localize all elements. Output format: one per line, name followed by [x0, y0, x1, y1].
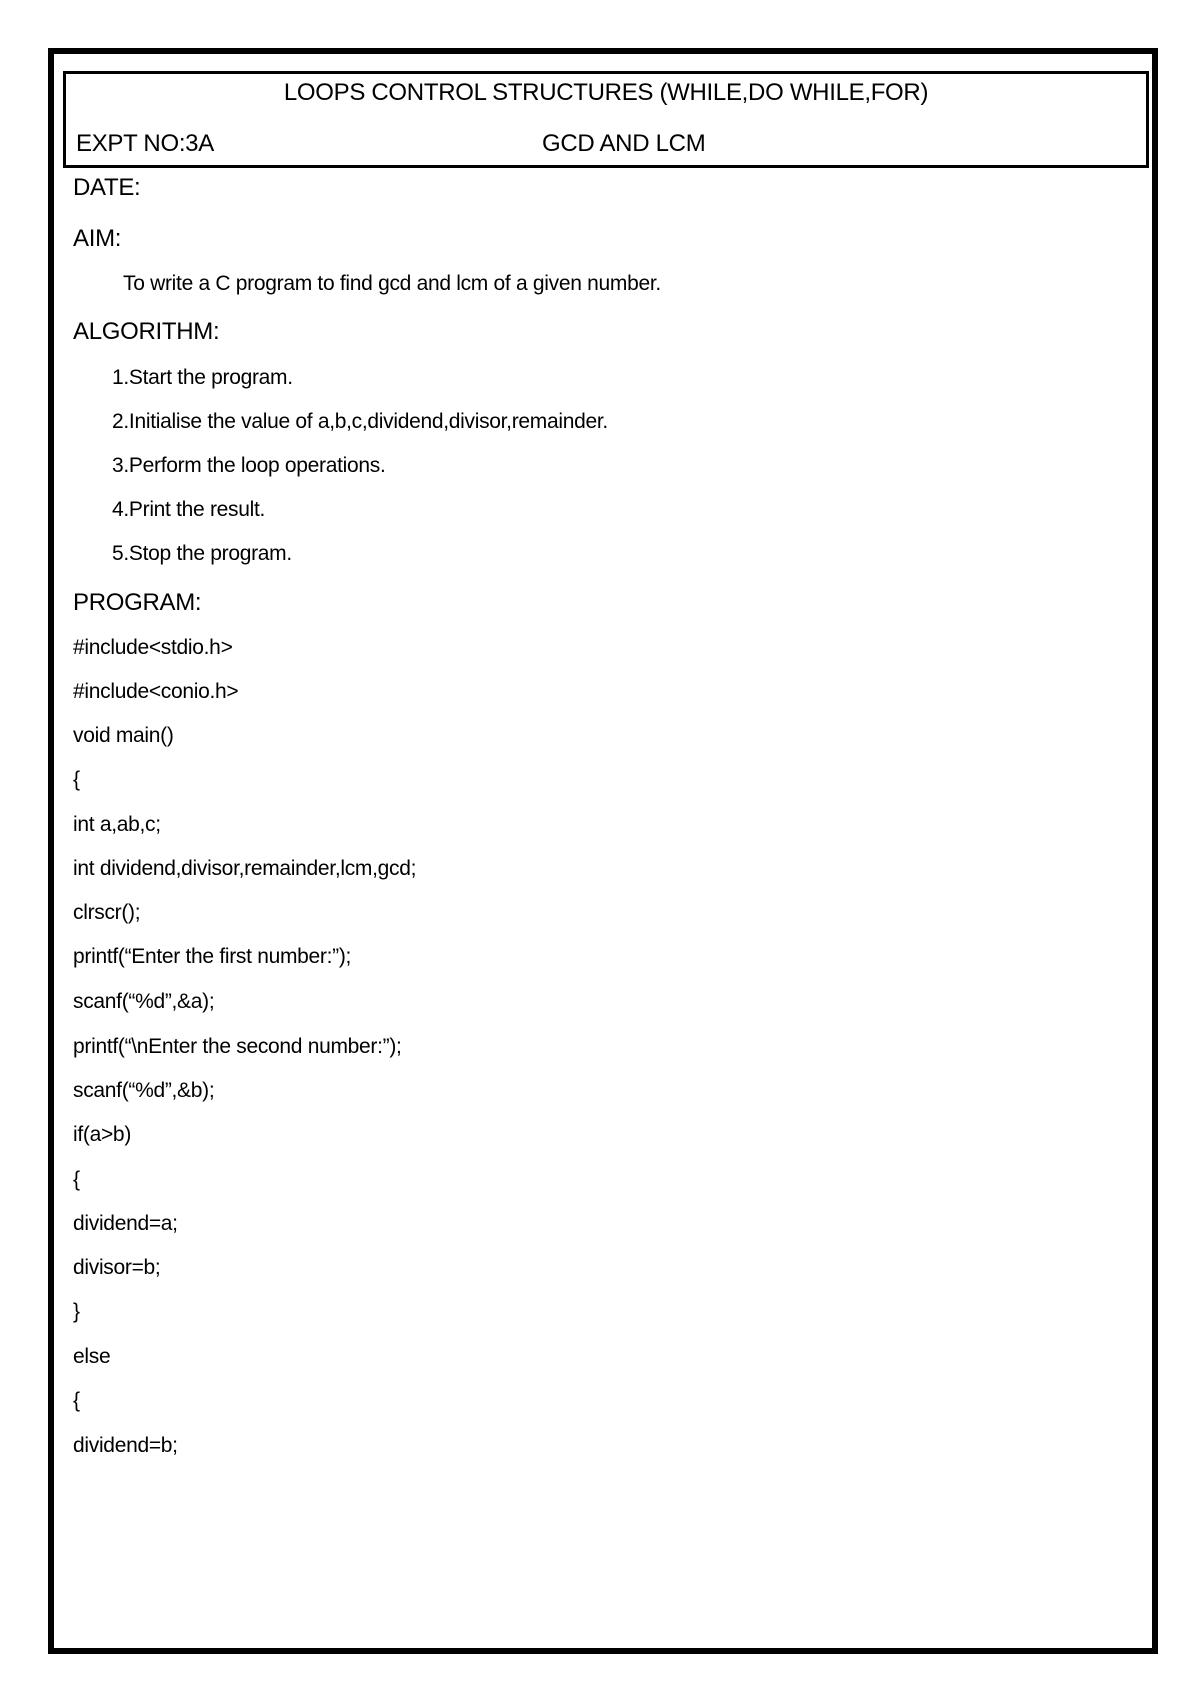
code-line: if(a>b) [73, 1123, 132, 1146]
code-line: clrscr(); [73, 901, 141, 924]
code-line: divisor=b; [73, 1256, 161, 1279]
algorithm-step: 3.Perform the loop operations. [112, 454, 386, 477]
algorithm-step: 4.Print the result. [112, 498, 266, 521]
code-line: scanf(“%d”,&b); [73, 1079, 215, 1102]
experiment-header [63, 71, 1149, 168]
code-line: #include<stdio.h> [73, 636, 233, 659]
aim-text: To write a C program to find gcd and lcm of a given number. [123, 272, 661, 295]
code-line: { [73, 768, 80, 791]
date-label: DATE: [73, 174, 141, 201]
program-label: PROGRAM: [73, 589, 202, 616]
code-line: { [73, 1389, 80, 1412]
code-line: int a,ab,c; [73, 813, 161, 836]
code-line: void main() [73, 724, 174, 747]
code-line: } [73, 1300, 80, 1323]
code-line: printf(“\nEnter the second number:”); [73, 1035, 402, 1058]
code-line: scanf(“%d”,&a); [73, 990, 215, 1013]
algorithm-step: 5.Stop the program. [112, 542, 292, 565]
header-title: LOOPS CONTROL STRUCTURES (WHILE,DO WHILE,FOR) [283, 79, 929, 106]
experiment-number: EXPT NO:3A [76, 130, 214, 157]
code-line: dividend=b; [73, 1434, 178, 1457]
code-line: { [73, 1168, 80, 1191]
experiment-title: GCD AND LCM [542, 130, 706, 157]
algorithm-label: ALGORITHM: [73, 318, 220, 345]
algorithm-step: 2.Initialise the value of a,b,c,dividend,divisor,remainder. [112, 410, 608, 433]
code-line: dividend=a; [73, 1212, 178, 1235]
aim-label: AIM: [73, 225, 122, 252]
code-line: #include<conio.h> [73, 680, 239, 703]
code-line: else [73, 1345, 111, 1368]
code-line: int dividend,divisor,remainder,lcm,gcd; [73, 857, 417, 880]
code-line: printf(“Enter the first number:”); [73, 945, 352, 968]
algorithm-step: 1.Start the program. [112, 366, 293, 389]
